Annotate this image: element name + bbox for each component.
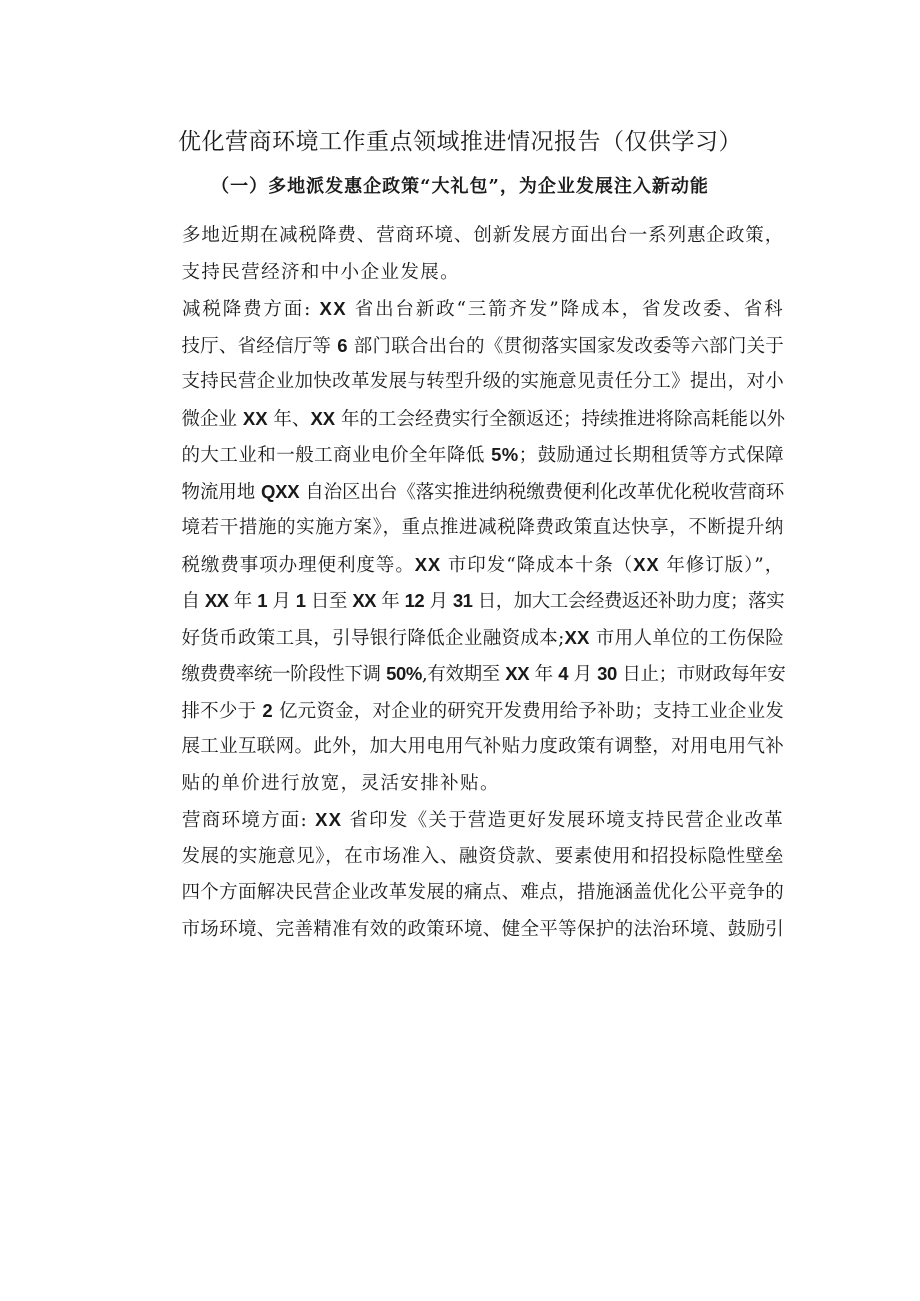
text-line: 技厅、省经信厅等 6 部门联合出台的《贯彻落实国家发改委等六部门关于 xyxy=(181,334,784,357)
paragraph-tax-reduction xyxy=(138,291,784,802)
text-line: 多地近期在减税降费、营商环境、创新发展方面出台一系列惠企政策， xyxy=(182,225,784,246)
text-line: 自 XX 年 1 月 1 日至 XX 年 12 月 31 日，加大工会经费返还补助力度；落实 xyxy=(181,590,784,612)
text-line: 发展的实施意见》，在市场准入、融资贷款、要素使用和招投标隐性壁垒 xyxy=(181,845,784,867)
paragraph-business-environment xyxy=(138,802,784,948)
text-line: 支持民营企业加快改革发展与转型升级的实施意见责任分工》提出，对小 xyxy=(181,371,784,392)
text-line: 贴的单价进行放宽，灵活安排补贴。 xyxy=(181,772,500,794)
paragraph-intro xyxy=(138,218,784,291)
text-line: 支持民营经济和中小企业发展。 xyxy=(181,261,461,283)
text-line: 税缴费事项办理便利度等。XX 市印发“降成本十条（XX 年修订版）”， xyxy=(181,553,784,576)
document-body xyxy=(138,218,784,948)
section-heading: （一）多地派发惠企政策“大礼包”，为企业发展注入新动能 xyxy=(211,176,709,197)
document-title: 优化营商环境工作重点领域推进情况报告（仅供学习） xyxy=(178,129,742,155)
text-line: 微企业 XX 年、XX 年的工会经费实行全额返还；持续推进将除高耗能以外 xyxy=(181,407,786,430)
text-line: 展工业互联网。此外，加大用电用气补贴力度政策有调整，对用电用气补 xyxy=(181,736,784,757)
text-line: 好货币政策工具，引导银行降低企业融资成本;XX 市用人单位的工伤保险 xyxy=(181,626,784,649)
text-line: 四个方面解决民营企业改革发展的痛点、难点，措施涵盖优化公平竞争的 xyxy=(181,882,784,903)
text-line: 排不少于 2 亿元资金，对企业的研究开发费用给予补助；支持工业企业发 xyxy=(181,699,784,722)
text-line: 缴费费率统一阶段性下调 50%,有效期至 XX 年 4 月 30 日止；市财政每年安 xyxy=(181,663,786,685)
text-line: 市场环境、完善精准有效的政策环境、健全平等保护的法治环境、鼓励引 xyxy=(181,918,784,940)
text-line: 营商环境方面: XX 省印发《关于营造更好发展环境支持民营企业改革 xyxy=(182,809,785,831)
text-line: 物流用地 QXX 自治区出台《落实推进纳税缴费便利化改革优化税收营商环 xyxy=(181,480,784,503)
text-line: 的大工业和一般工商业电价全年降低 5%；鼓励通过长期租赁等方式保障 xyxy=(181,444,784,466)
text-line: 减税降费方面: XX 省出台新政“三箭齐发”降成本，省发改委、省科 xyxy=(182,298,784,320)
text-line: 境若干措施的实施方案》，重点推进减税降费政策直达快享，不断提升纳 xyxy=(181,517,784,538)
